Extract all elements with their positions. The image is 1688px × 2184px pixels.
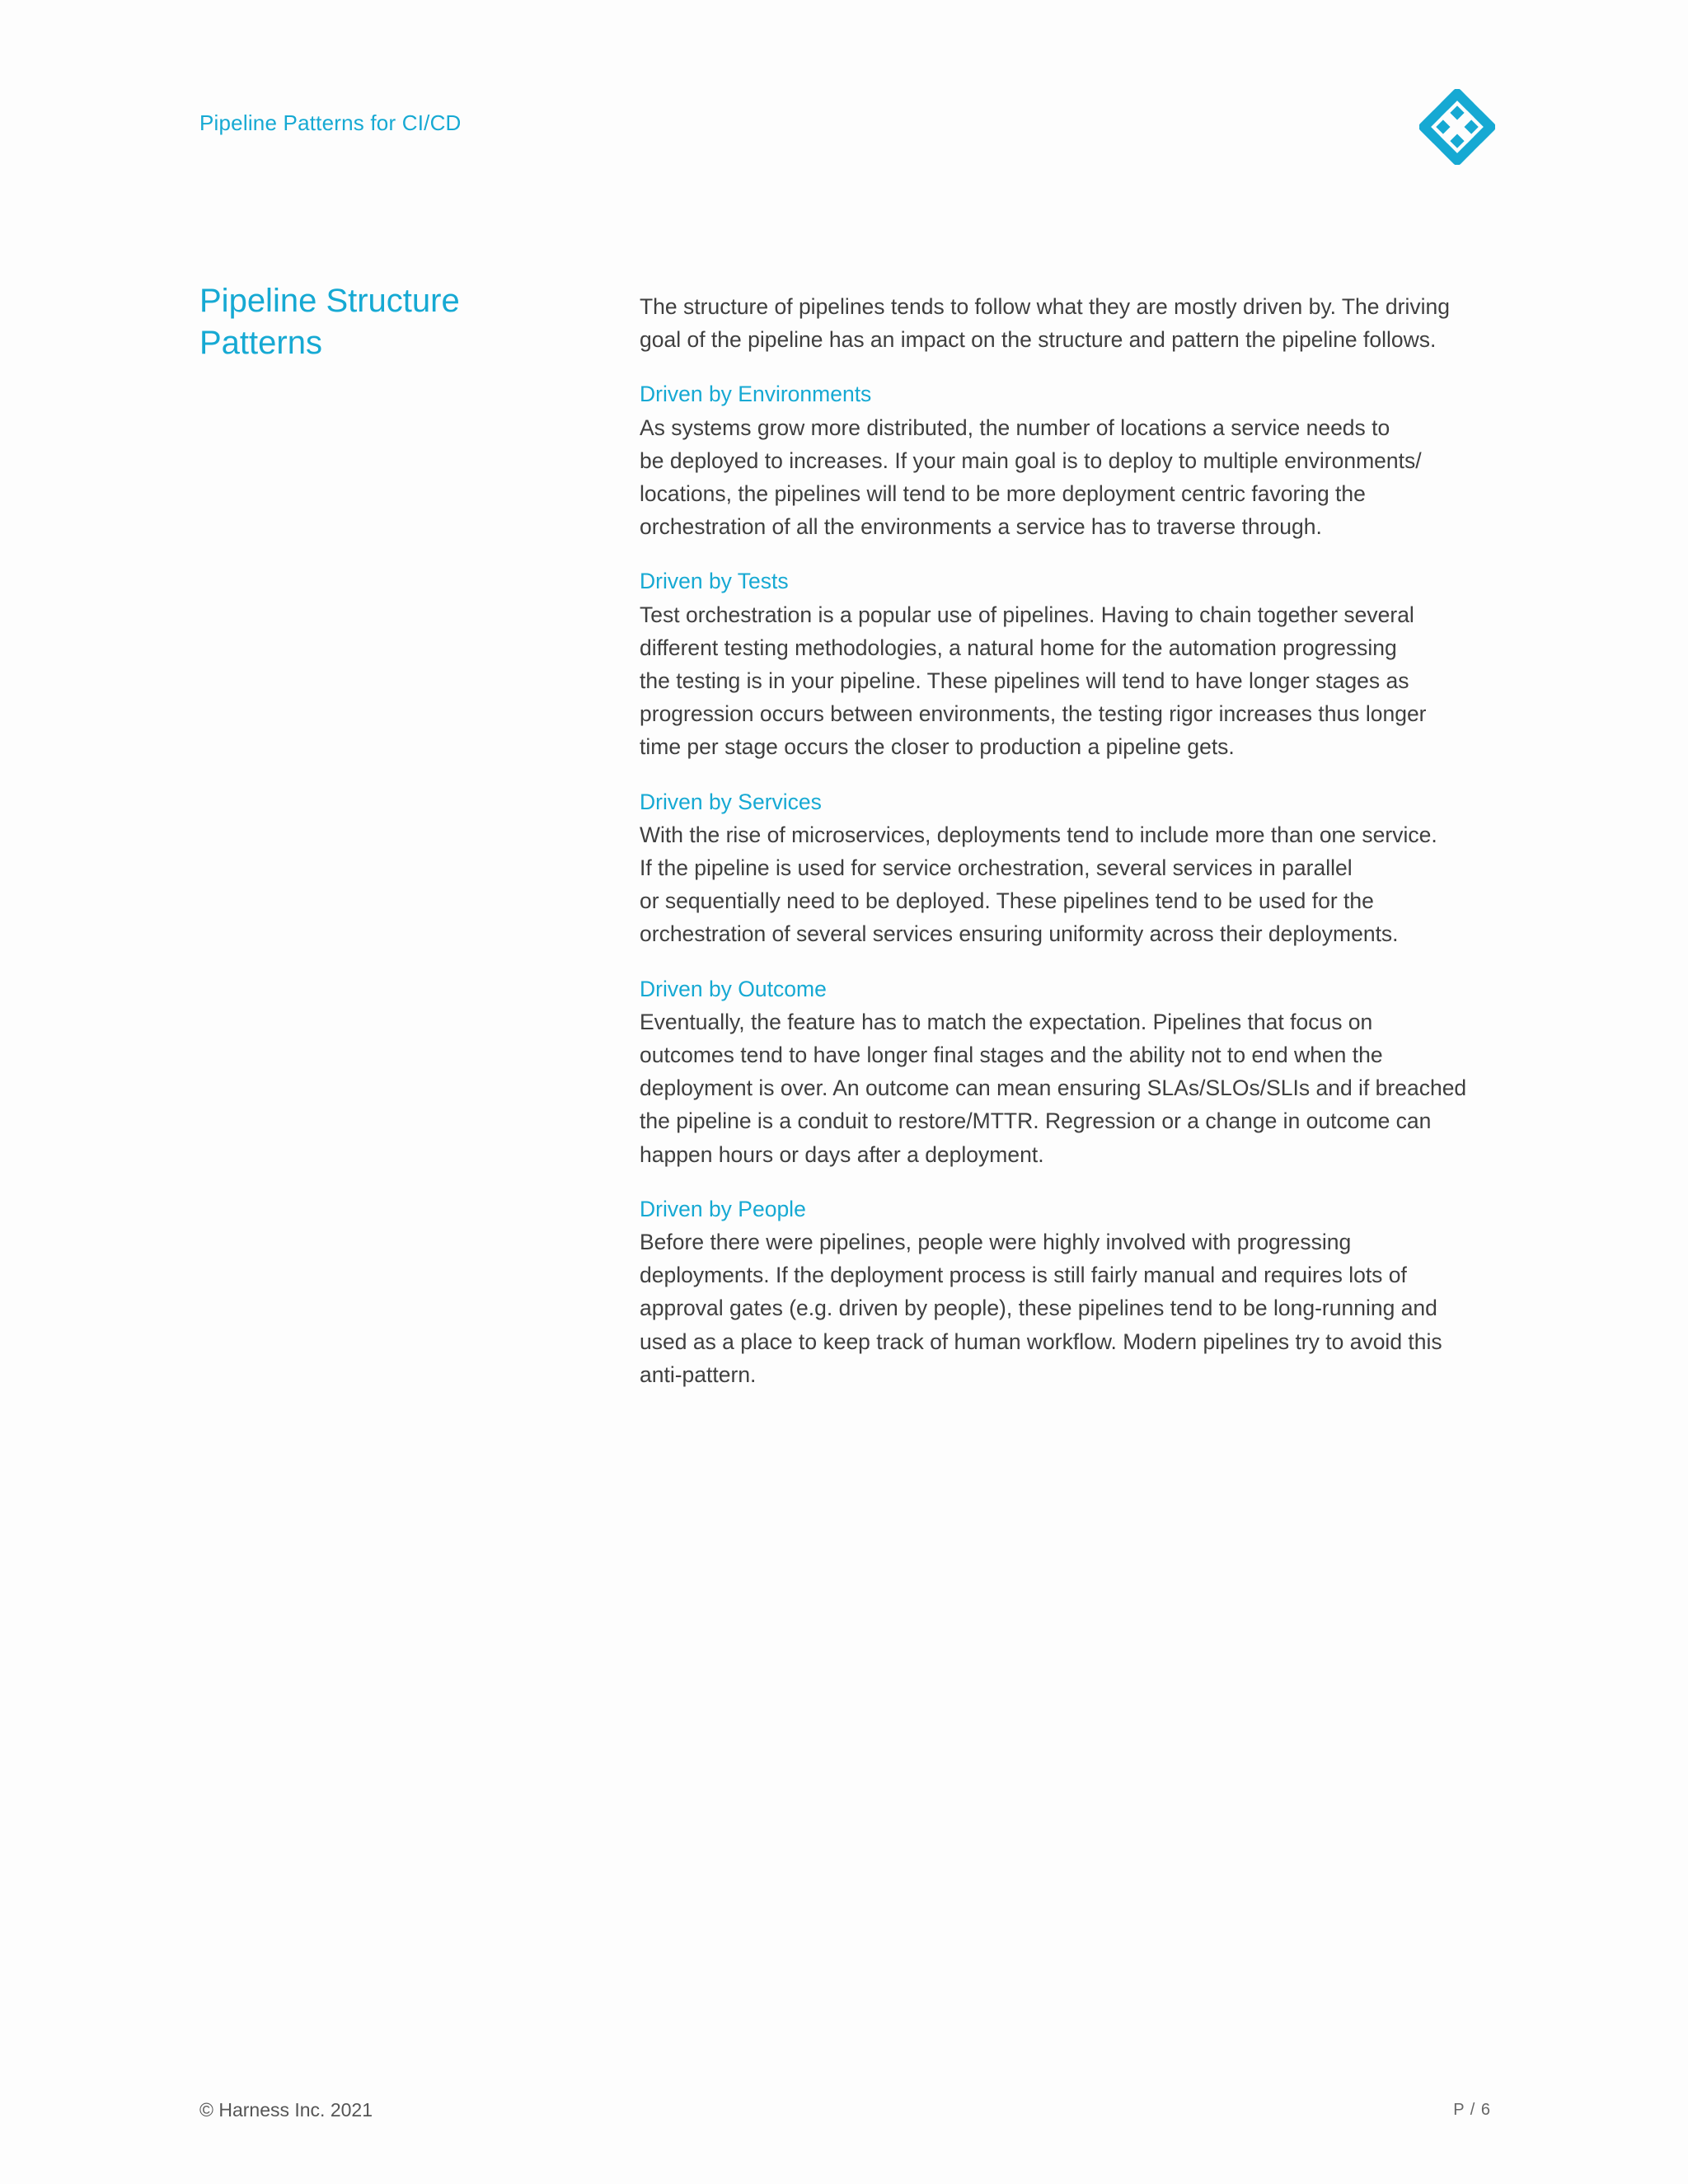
pattern-item-people: [640, 1193, 1513, 1391]
pattern-item-tests: [640, 565, 1513, 763]
document-header-title: Pipeline Patterns for CI/CD: [199, 110, 462, 135]
pattern-item-services: [640, 785, 1513, 951]
section-title: [199, 280, 587, 364]
pattern-text: As systems grow more distributed, the number of locations a service needs to be deployed to increases. If your main goal is to deploy to multiple environments/ locations, the pipelines will tend to be more deployment centric favoring the orchestration of all the environments a service has to traverse through.: [640, 415, 1422, 540]
intro-paragraph: The structure of pipelines tends to follow what they are mostly driven by. The driving goal of the pipeline has an impact on the structure and pattern the pipeline follows.: [640, 294, 1450, 353]
pattern-text: Before there were pipelines, people were highly involved with progressing deployments. If the deployment process is still fairly manual and requires lots of approval gates (e.g. driven by people), these pipelines tend to be long-running and used as a place to keep track of human workflow. Modern pipelines try to avoid this anti-pattern.: [640, 1230, 1442, 1387]
footer-page-number: P / 6: [1453, 2101, 1491, 2119]
section-title-text: Pipeline Structure Patterns: [199, 283, 460, 361]
pattern-heading: Driven by Tests: [640, 569, 789, 594]
pattern-heading: Driven by Environments: [640, 382, 872, 407]
pattern-text: Test orchestration is a popular use of pipelines. Having to chain together several different testing methodologies, a natural home for the automation progressing the testing is in your pipeline. These pipelines will tend to have longer stages as progression occurs between environments, the testing rigor increases thus longer time per stage occurs the closer to production a pipeline gets.: [640, 602, 1427, 760]
footer-copyright: © Harness Inc. 2021: [199, 2099, 373, 2121]
pattern-heading: Driven by People: [640, 1196, 806, 1221]
harness-logo-icon: [1419, 89, 1495, 165]
pattern-item-outcome: [640, 972, 1513, 1171]
pattern-text: With the rise of microservices, deployments tend to include more than one service. If the pipeline is used for service orchestration, several services in parallel or sequentially need to be deployed. These pipelines tend to be used for the orchestration of several services ensuring uniformity across their deployments.: [640, 822, 1437, 947]
pattern-text: Eventually, the feature has to match the expectation. Pipelines that focus on outcomes tend to have longer final stages and the ability not to end when the deployment is over. An outcome can mean ensuring SLAs/SLOs/SLIs and if breached the pipeline is a conduit to restore/MTTR. Regression or a change in outcome can happen hours or days after a deployment.: [640, 1009, 1467, 1167]
main-content: [640, 290, 1513, 1413]
pattern-heading: Driven by Outcome: [640, 976, 827, 1001]
pattern-item-environments: [640, 377, 1513, 543]
pattern-heading: Driven by Services: [640, 789, 822, 814]
